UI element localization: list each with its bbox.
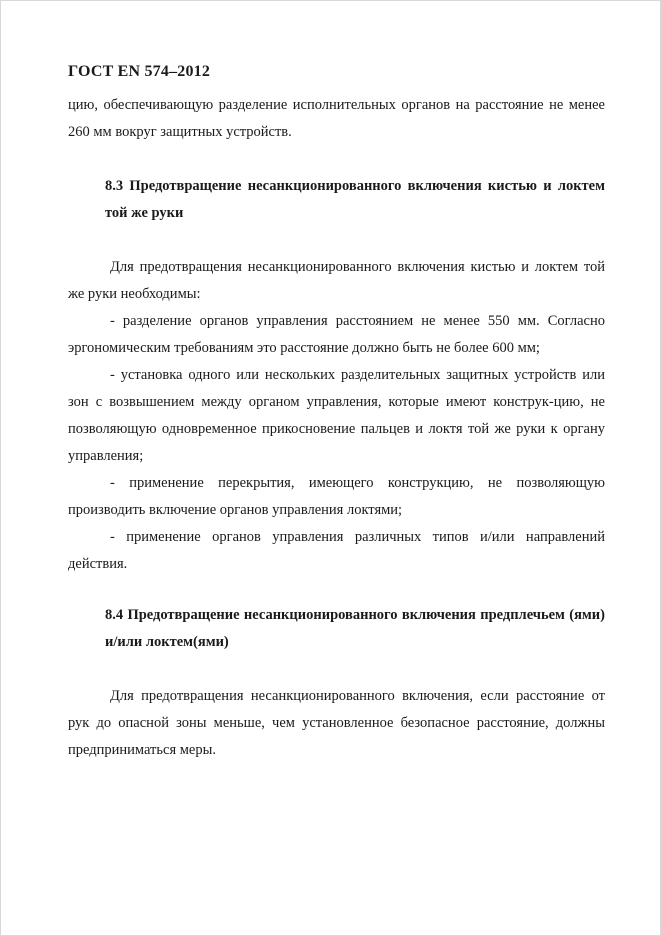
section-8-3-heading: 8.3 Предотвращение несанкционированного включения кистью и локтем той же руки <box>105 178 605 221</box>
section-8-3-list-item-2: - установка одного или нескольких разделительных защитных устройств или зон с возвышением между органом управления, которые имеют конструк-цию, не позволяющую одновременное прикосновение пальцев и локтя той же руки к органу управления; <box>68 367 605 464</box>
section-8-4-heading: 8.4 Предотвращение несанкционированного включения предплечьем (ями) и/или локтем(ями) <box>105 607 605 650</box>
section-8-3-intro-paragraph: Для предотвращения несанкционированного включения кистью и локтем той же руки необходимы: <box>68 259 605 302</box>
document-code-header: ГОСТ EN 574–2012 <box>68 63 211 80</box>
section-8-3-list-item-1: - разделение органов управления расстоянием не менее 550 мм. Согласно эргономическим требованиям это расстояние должно быть не более 600 мм; <box>68 313 605 356</box>
section-8-3-list-item-4: - применение органов управления различных типов и/или направлений действия. <box>68 529 605 572</box>
section-8-4-paragraph: Для предотвращения несанкционированного включения, если расстояние от рук до опасной зоны меньше, чем установленное безопасное расстояние, должны предприниматься меры. <box>68 688 605 758</box>
section-8-3-list-item-3: - применение перекрытия, имеющего конструкцию, не позволяющую производить включение органов управления локтями; <box>68 475 605 518</box>
intro-paragraph: цию, обеспечивающую разделение исполнительных органов на расстояние не менее 260 мм вокруг защитных устройств. <box>68 97 605 140</box>
